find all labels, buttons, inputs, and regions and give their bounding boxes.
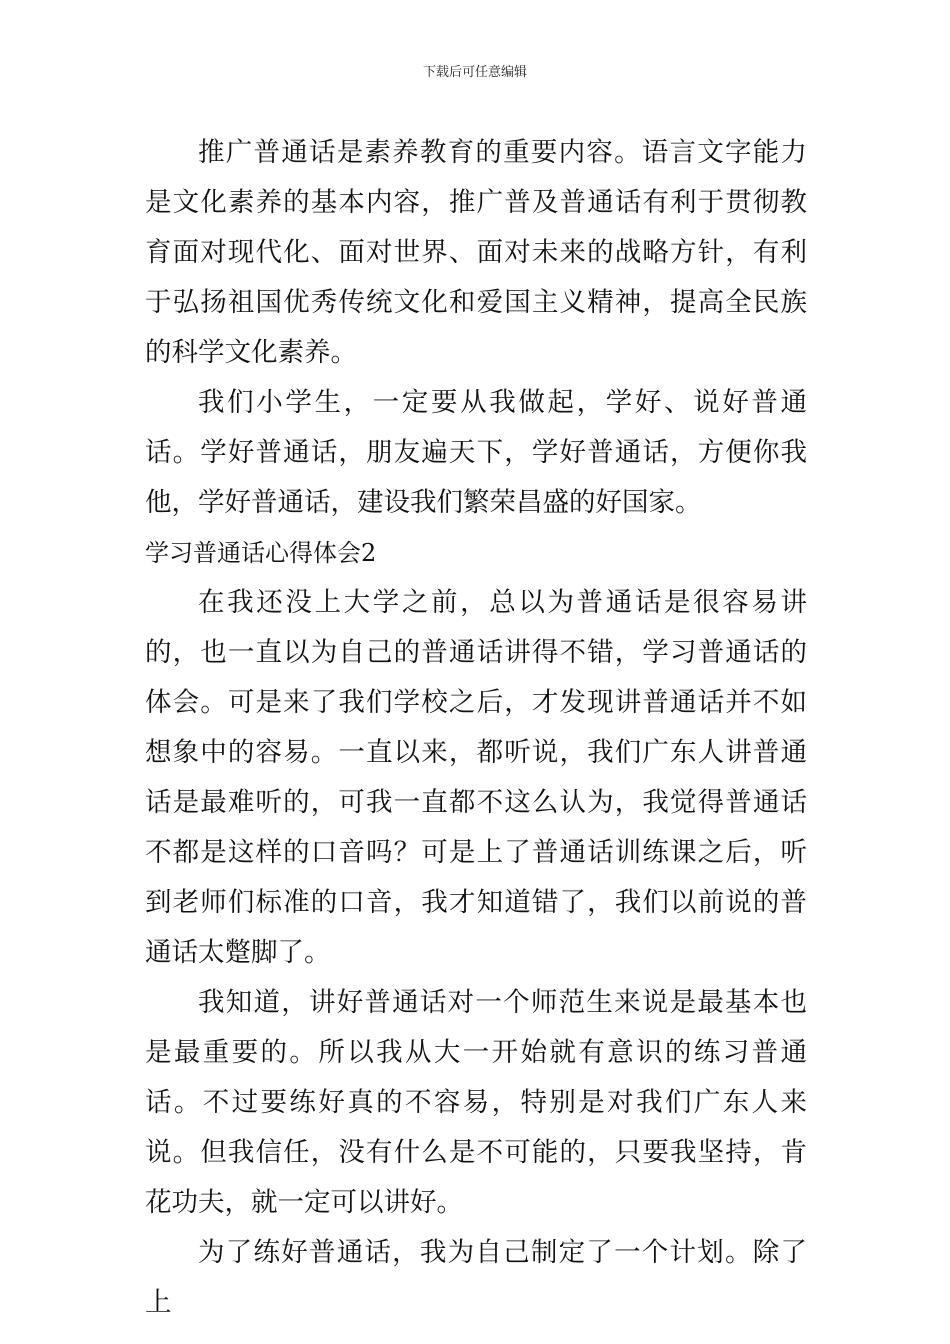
section-heading: 学习普通话心得体会2 <box>145 539 377 567</box>
paragraph-3: 在我还没上大学之前，总以为普通话是很容易讲的，也一直以为自己的普通话讲得不错，学习普通话的体会。可是来了我们学校之后，才发现讲普通话并不如想象中的容易。一直以来，都听说，我们广东人讲普通话是最难听的，可我一直都不这么认为，我觉得普通话不都是这样的口音吗？可是上了普通话训练课之后，听到老师们标准的口音，我才知道错了，我们以前说的普通话太蹩脚了。 <box>145 587 807 968</box>
paragraph-2: 我们小学生，一定要从我做起，学好、说好普通话。学好普通话，朋友遍天下，学好普通话，方便你我他，学好普通话，建设我们繁荣昌盛的好国家。 <box>145 387 807 518</box>
paragraph-4: 我知道，讲好普通话对一个师范生来说是最基本也是最重要的。所以我从大一开始就有意识的练习普通话。不过要练好真的不容易，特别是对我们广东人来说。但我信任，没有什么是不可能的，只要我坚持，肯花功夫，就一定可以讲好。 <box>145 987 807 1218</box>
paragraph-1: 推广普通话是素养教育的重要内容。语言文字能力是文化素养的基本内容，推广普及普通话有利于贯彻教育面对现代化、面对世界、面对未来的战略方针，有利于弘扬祖国优秀传统文化和爱国主义精神，提高全民族的科学文化素养。 <box>145 137 807 368</box>
paragraph-5: 为了练好普通话，我为自己制定了一个计划。除了上 <box>145 1237 807 1318</box>
document-body <box>145 128 807 1328</box>
page-header: 下载后可任意编辑 <box>422 65 527 80</box>
